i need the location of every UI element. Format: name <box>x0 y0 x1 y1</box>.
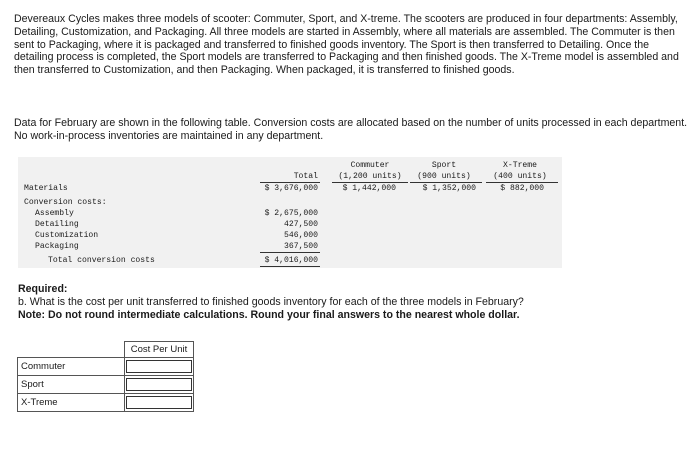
col-sport-header: Sport <box>431 161 457 170</box>
customization-label: Customization <box>35 231 99 240</box>
conversion-costs-label: Conversion costs: <box>24 198 107 207</box>
assembly-label: Assembly <box>35 209 74 218</box>
answer-label-xtreme: X-Treme <box>18 394 125 412</box>
sport-cost-input[interactable] <box>126 378 192 391</box>
detailing-label: Detailing <box>35 220 79 229</box>
xtreme-cost-input[interactable] <box>126 396 192 409</box>
answer-label-commuter: Commuter <box>18 358 125 376</box>
packaging-label: Packaging <box>35 242 79 251</box>
materials-commuter: $ 1,442,000 <box>342 184 396 193</box>
total-conversion-label: Total conversion costs <box>48 256 155 265</box>
answer-table-corner <box>18 342 125 358</box>
col-commuter-units: (1,200 units) <box>338 172 402 181</box>
col-xtreme-units: (400 units) <box>493 172 547 181</box>
required-heading: Required: <box>18 283 68 295</box>
customization-value: 546,000 <box>284 231 318 240</box>
cost-per-unit-header: Cost Per Unit <box>125 342 194 358</box>
required-section <box>18 283 678 321</box>
materials-xtreme: $ 882,000 <box>500 184 544 193</box>
col-xtreme-header: X-Treme <box>503 161 537 170</box>
total-conversion-value: $ 4,016,000 <box>264 256 318 265</box>
materials-label: Materials <box>24 184 68 193</box>
col-sport-units: (900 units) <box>417 172 471 181</box>
answer-label-sport: Sport <box>18 376 125 394</box>
commuter-cost-input[interactable] <box>126 360 192 373</box>
cost-data-table <box>18 157 562 268</box>
required-note: Note: Do not round intermediate calculations. Round your final answers to the nearest whole dollar. <box>18 308 520 321</box>
materials-total: $ 3,676,000 <box>264 184 318 193</box>
data-intro: Data for February are shown in the following table. Conversion costs are allocated based on the number of units processed in each department. No work-in-process inventories are maintained in any department. <box>14 117 688 142</box>
assembly-value: $ 2,675,000 <box>264 209 318 218</box>
materials-sport: $ 1,352,000 <box>422 184 476 193</box>
col-total-header: Total <box>293 172 318 181</box>
detailing-value: 427,500 <box>284 220 318 229</box>
answer-table <box>17 341 194 412</box>
packaging-value: 367,500 <box>284 242 318 251</box>
required-question: b. What is the cost per unit transferred to finished goods inventory for each of the three models in February? <box>18 295 524 308</box>
problem-intro: Devereaux Cycles makes three models of scooter: Commuter, Sport, and X-treme. The scooters are produced in four departments: Assembly, Detailing, Customization, and Packaging. All three models are started in Assembly, where all materials are assembled. The Commuter is then sent to Packaging, where it is packaged and transferred to finished goods inventory. The Sport is then transferred to Detailing. Once the detailing process is completed, the Sport models are transferred to Packaging and then finished goods. The X-Treme model is assembled and then transferred to Customization, and then Packaging. When packaged, it is transferred to finished goods. <box>14 13 679 77</box>
col-commuter-header: Commuter <box>350 161 390 170</box>
